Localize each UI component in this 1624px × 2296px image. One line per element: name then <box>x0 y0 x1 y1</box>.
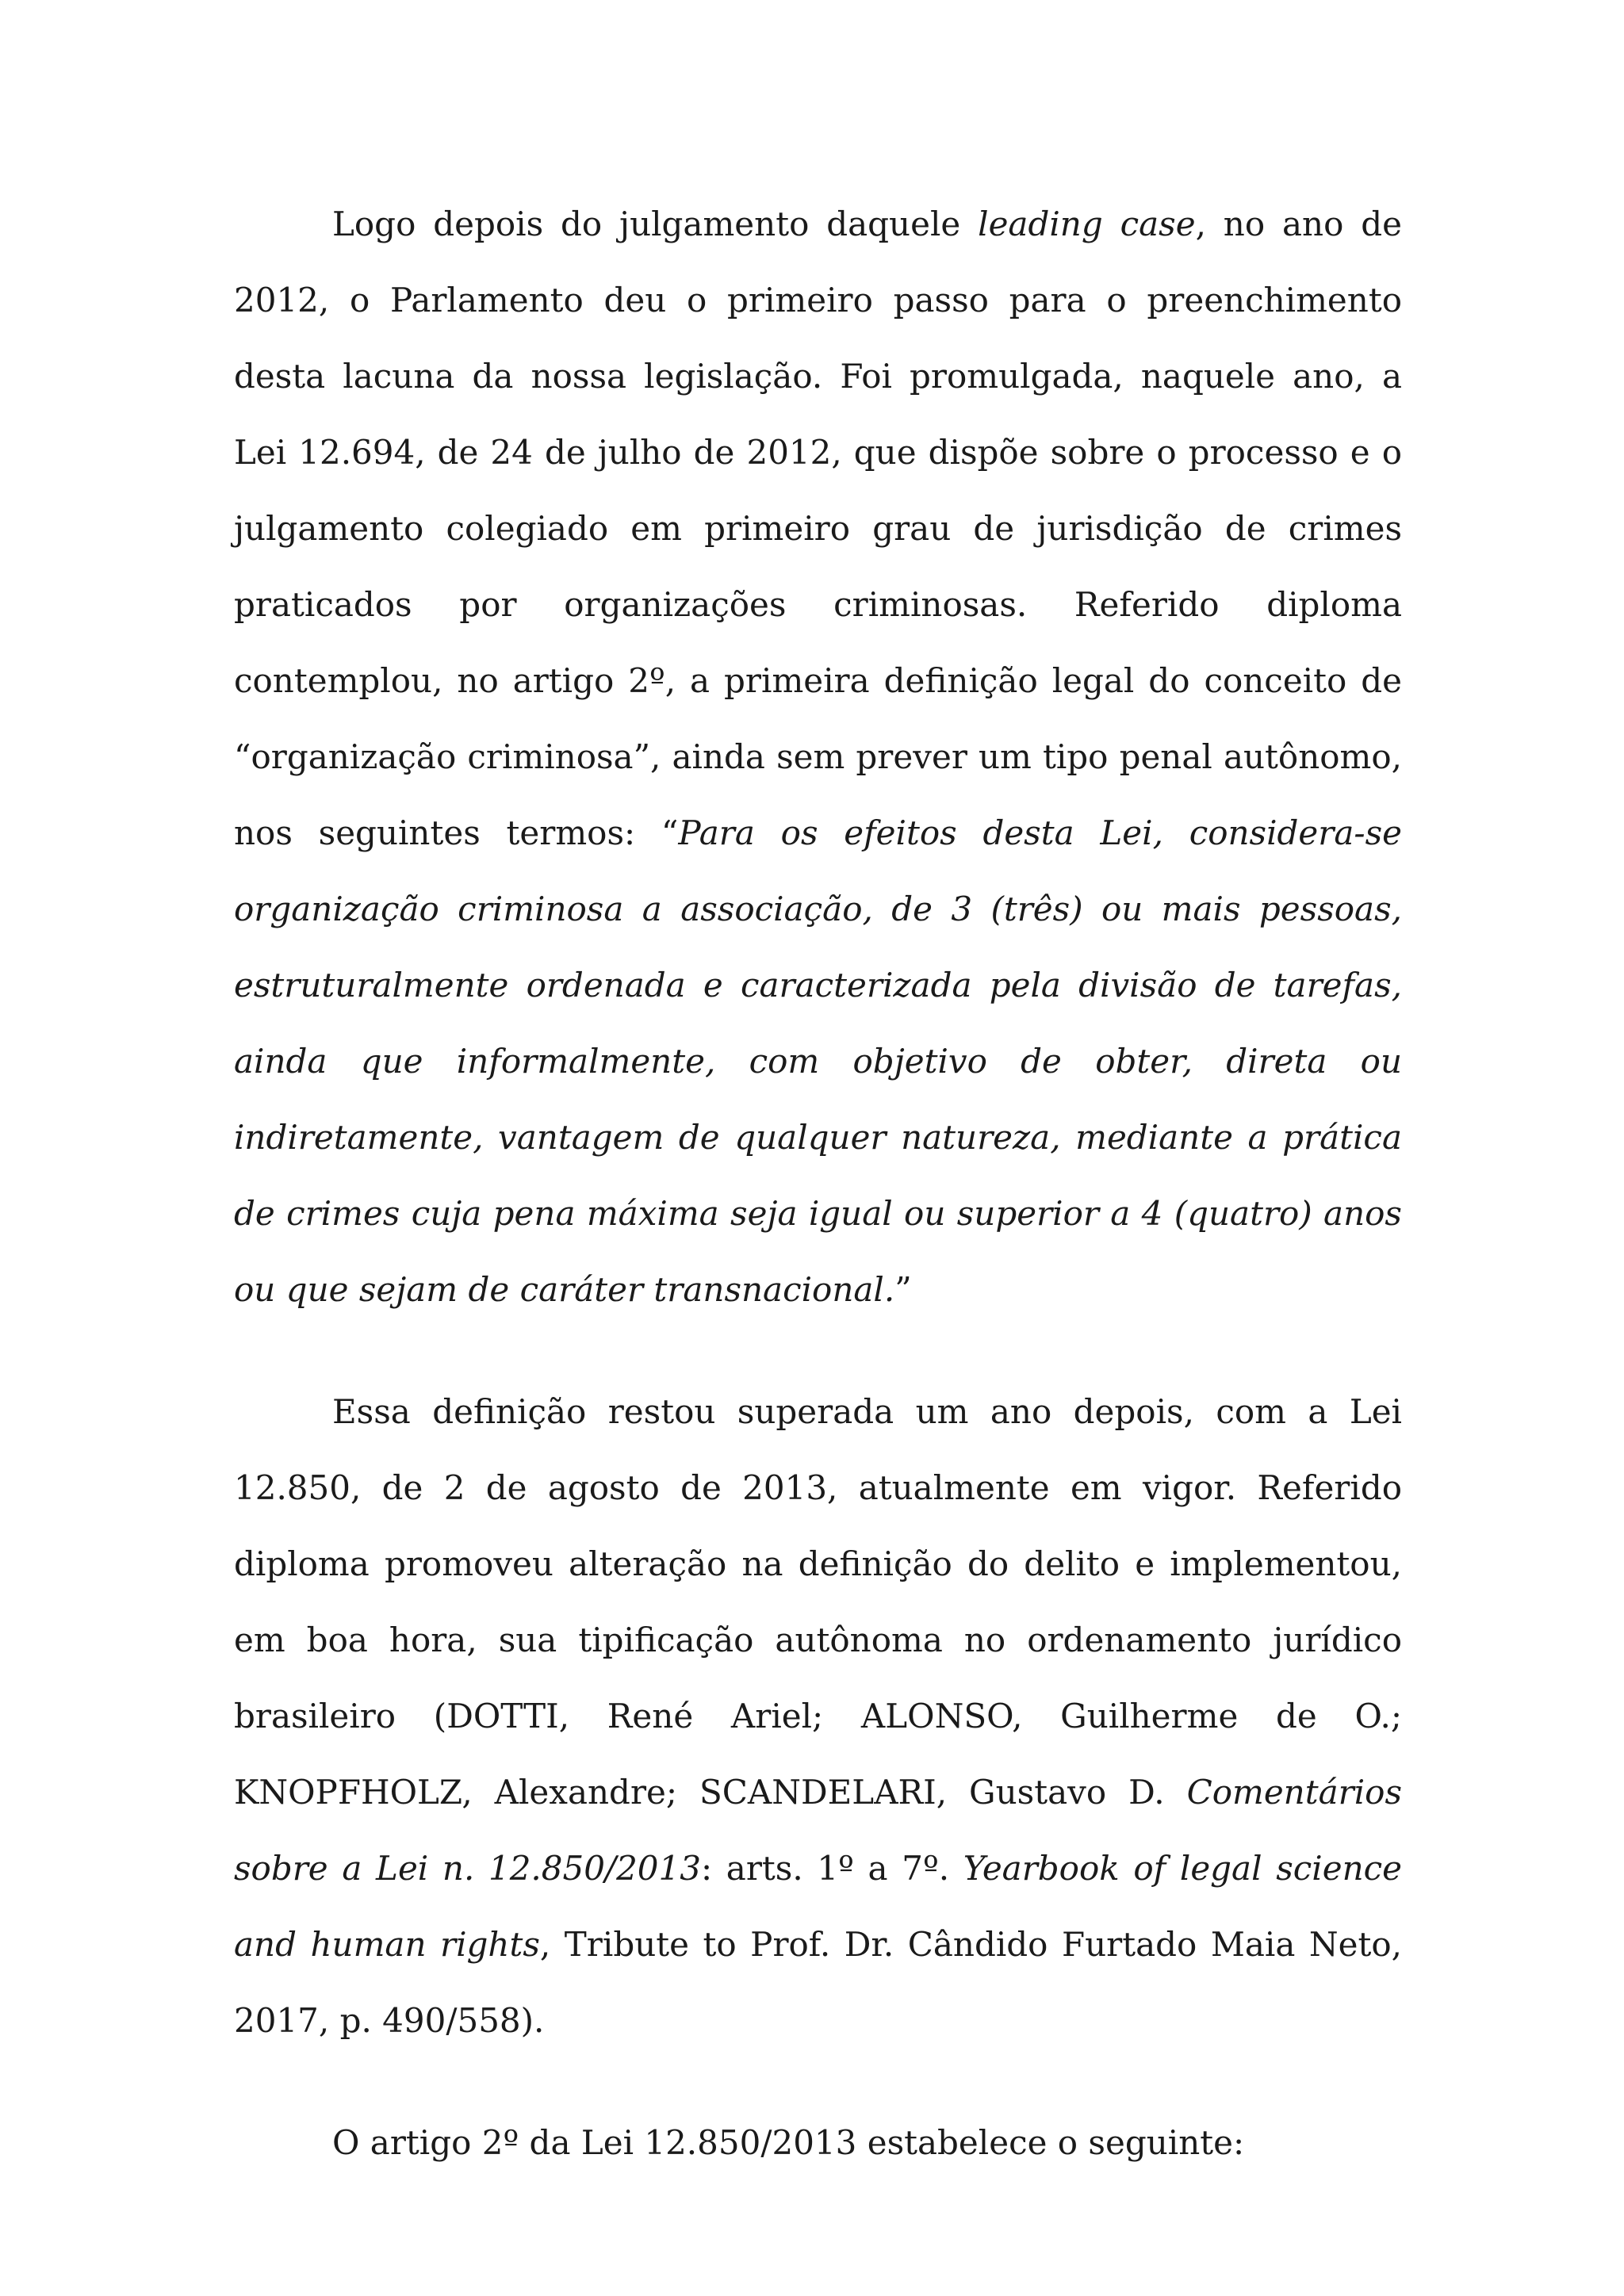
text-segment: : arts. 1º a 7º. <box>700 1849 963 1888</box>
paragraph-artigo-2 <box>234 2105 1402 2181</box>
paragraph-leading-case <box>234 186 1402 1328</box>
closing-quote: ” <box>894 1270 912 1309</box>
text-segment: O artigo 2º da Lei 12.850/2013 estabelece o seguinte: <box>332 2123 1245 2162</box>
paragraph-lei-12850 <box>234 1374 1402 2059</box>
italic-title-yearbook: Yearbook of legal science and human rights <box>234 1849 1403 1964</box>
text-segment: Essa definição restou superada um ano depois, com a Lei 12.850, de 2 de agosto de 2013, atualmente em vigor. Referido diploma promoveu alteração na definição do delito e implementou, em boa hora, sua tipificação autônoma no ordenamento jurídico brasileiro (DOTTI, René Ariel; ALONSO, Guilherme de O.; KNOPFHOLZ, Alexandre; SCANDELARI, Gustavo D. <box>234 1392 1402 1812</box>
italic-title-comentarios: Comentários sobre a Lei n. 12.850/2013 <box>234 1773 1402 1888</box>
document-page <box>234 186 1402 2181</box>
text-segment: Logo depois do julgamento daquele <box>332 205 979 243</box>
italic-quote-lei-12694: Para os efeitos desta Lei, considera-se organização criminosa a associação, de 3 (três) ou mais pessoas, estruturalmente ordenada e caracterizada pela divisão de tarefas, ainda que informalmente, com objetivo de obter, direta ou indiretamente, vantagem de qualquer natureza, mediante a prática de crimes cuja pena máxima seja igual ou superior a 4 (quatro) anos ou que sejam de caráter transnacional. <box>234 813 1403 1309</box>
italic-term-leading-case: leading case <box>978 205 1196 243</box>
text-segment: , no ano de 2012, o Parlamento deu o primeiro passo para o preenchimento desta lacuna da nossa legislação. Foi promulgada, naquele ano, a Lei 12.694, de 24 de julho de 2012, que dispõe sobre o processo e o julgamento colegiado em primeiro grau de jurisdição de crimes praticados por organizações criminosas. Referido diploma contemplou, no artigo 2º, a primeira definição legal do conceito de “organização criminosa”, ainda sem prever um tipo penal autônomo, nos seguintes termos: “ <box>234 205 1403 852</box>
text-segment: , Tribute to Prof. Dr. Cândido Furtado Maia Neto, 2017, p. 490/558). <box>234 1925 1403 2040</box>
